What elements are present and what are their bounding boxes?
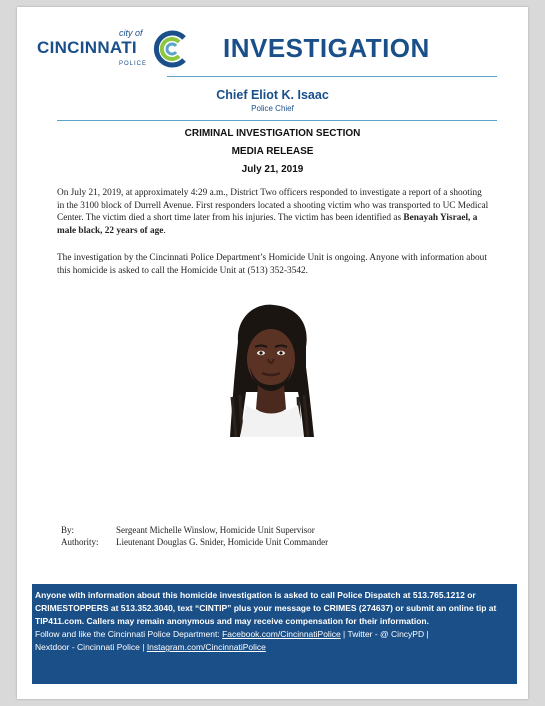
header-rule-top [167, 76, 497, 77]
media-release-page [17, 7, 528, 699]
logo-wordmark: CINCINNATI [37, 38, 137, 57]
credit-label: By: [61, 525, 75, 535]
credit-value: Lieutenant Douglas G. Snider, Homicide Unit Commander [116, 537, 329, 547]
credit-label: Authority: [61, 537, 99, 547]
header-rule-bottom [57, 120, 497, 121]
incident-text: On July 21, 2019, at approximately 4:29 a.m., District Two officers responded to investigate a report of a shooting in the 3100 block of Durrell Avenue. First responders located a shooting victim who was transported to UC Medical Center. The victim died a short time later from his injuries. The victim has been identified as [57, 188, 489, 223]
victim-portrait-image [218, 297, 324, 437]
incident-text-end: . [163, 225, 166, 236]
social-media-line [35, 628, 514, 641]
credit-row-by [61, 524, 328, 536]
release-date: July 21, 2019 [241, 164, 304, 175]
social-media-line-2 [35, 641, 514, 654]
incident-paragraph [57, 187, 490, 237]
tip-info-footer [32, 584, 517, 684]
section-title: CRIMINAL INVESTIGATION SECTION [184, 128, 361, 139]
instagram-link[interactable]: Instagram.com/CincinnatiPolice [146, 642, 266, 652]
facebook-link[interactable]: Facebook.com/CincinnatiPolice [222, 629, 341, 639]
chief-name: Chief Eliot K. Isaac [216, 88, 329, 102]
logo-department: POLICE [119, 61, 148, 67]
nextdoor-handle: Nextdoor - Cincinnati Police | [35, 642, 147, 652]
release-type: MEDIA RELEASE [231, 146, 314, 157]
follow-prefix: Follow and like the Cincinnati Police Department: [35, 629, 223, 639]
twitter-handle: | Twitter - @ CincyPD | [340, 629, 429, 639]
chief-title: Police Chief [251, 104, 294, 113]
victim-identity: Benayah Yisrael, a male black, 22 years of age [57, 213, 478, 236]
cincinnati-c-logo-icon [151, 29, 191, 69]
logo-city-of: city of [119, 28, 143, 38]
tip-instructions: Anyone with information about this homicide investigation is asked to call Police Dispatch at 513.765.1212 or CRIMESTOPPERS at 513.352.3040, text “CINTIP” plus your message to CRIMES (274637) or submit an online tip at TIP411.com. Callers may remain anonymous and may receive compensation for their information. [35, 590, 497, 626]
credit-value: Sergeant Michelle Winslow, Homicide Unit Supervisor [116, 525, 315, 535]
victim-photo [218, 297, 324, 437]
cincinnati-police-logo [37, 26, 192, 74]
credit-row-authority [61, 536, 328, 548]
release-credits [61, 524, 328, 548]
investigation-paragraph: The investigation by the Cincinnati Police Department’s Homicide Unit is ongoing. Anyone with information about this homicide is asked to call the Homicide Unit at (513) 352-3542. [57, 253, 487, 276]
page-headline: INVESTIGATION [223, 33, 430, 63]
